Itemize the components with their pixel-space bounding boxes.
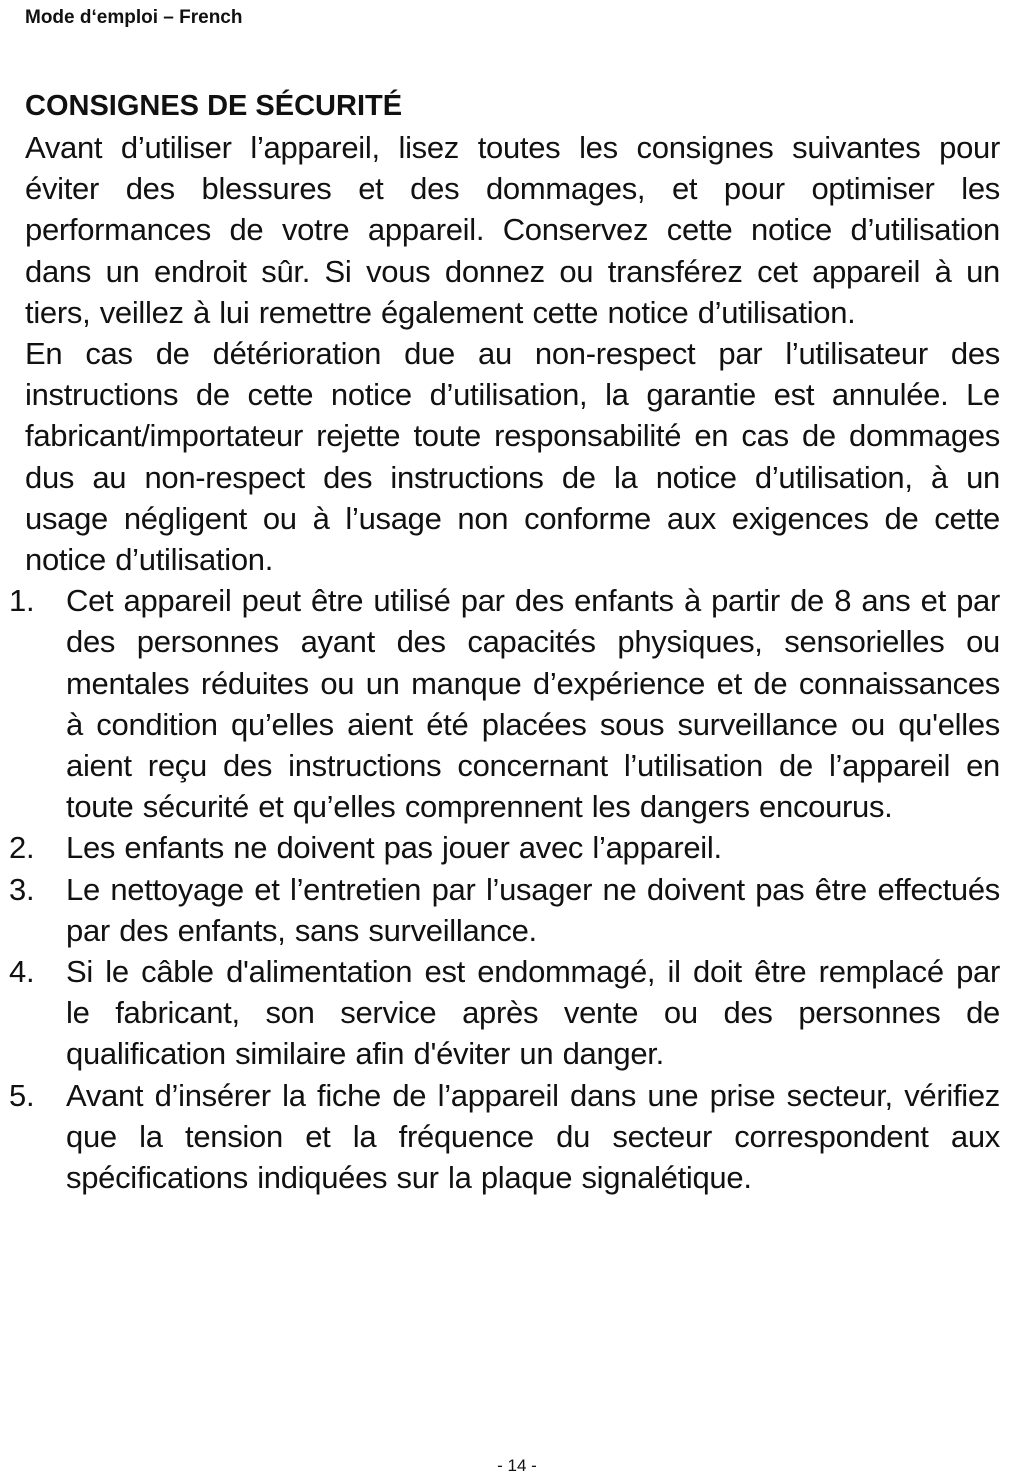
list-item-number: 5. (9, 1077, 35, 1113)
list-item-text: Les enfants ne doivent pas jouer avec l’appareil. (66, 830, 722, 866)
list-item-number: 2. (9, 830, 35, 866)
safety-list (9, 580, 1000, 1198)
list-item (9, 1075, 1000, 1199)
list-item (9, 580, 1000, 827)
list-item-text: Cet appareil peut être utilisé par des enfants à partir de 8 ans et par des personnes ayant des capacités physiques, sensorielles ou mentales réduites ou un manque d’expérience et de connaissances à condition qu’elles aient été placées sous surveillance ou qu'elles aient reçu des instructions concernant l’utilisation de l’appareil en toute sécurité et qu’elles comprennent les dangers encourus. (66, 583, 1000, 825)
list-item (9, 951, 1000, 1075)
list-item-number: 1. (9, 583, 35, 619)
list-item (9, 827, 1000, 868)
section-title: CONSIGNES DE SÉCURITÉ (25, 90, 403, 122)
main-content (9, 86, 1000, 1198)
page-number: - 14 - (497, 1456, 537, 1475)
list-item-text: Avant d’insérer la fiche de l’appareil dans une prise secteur, vérifiez que la tension et la fréquence du secteur correspondent aux spécifications indiquées sur la plaque signalétique. (66, 1077, 1000, 1196)
list-item-text: Le nettoyage et l’entretien par l’usager ne doivent pas être effectués par des enfants, sans surveillance. (66, 871, 1000, 948)
page-header: Mode d‘emploi – French (25, 7, 243, 28)
list-item-number: 3. (9, 871, 35, 907)
intro-paragraph: Avant d’utiliser l’appareil, lisez toutes les consignes suivantes pour éviter des blessures et des dommages, et pour optimiser les performances de votre appareil. Conservez cette notice d’utilisation dans un endroit sûr. Si vous donnez ou transférez cet appareil à un tiers, veillez à lui remettre également cette notice d’utilisation. (25, 130, 1000, 330)
list-item-number: 4. (9, 954, 35, 990)
list-item-text: Si le câble d'alimentation est endommagé, il doit être remplacé par le fabricant, son service après vente ou des personnes de qualification similaire afin d'éviter un danger. (66, 954, 1000, 1072)
list-item (9, 869, 1000, 951)
warranty-paragraph: En cas de détérioration due au non-respect par l’utilisateur des instructions de cette notice d’utilisation, la garantie est annulée. Le fabricant/importateur rejette toute responsabilité en cas de dommages dus au non-respect des instructions de la notice d’utilisation, à un usage négligent ou à l’usage non conforme aux exigences de cette notice d’utilisation. (25, 336, 1000, 578)
